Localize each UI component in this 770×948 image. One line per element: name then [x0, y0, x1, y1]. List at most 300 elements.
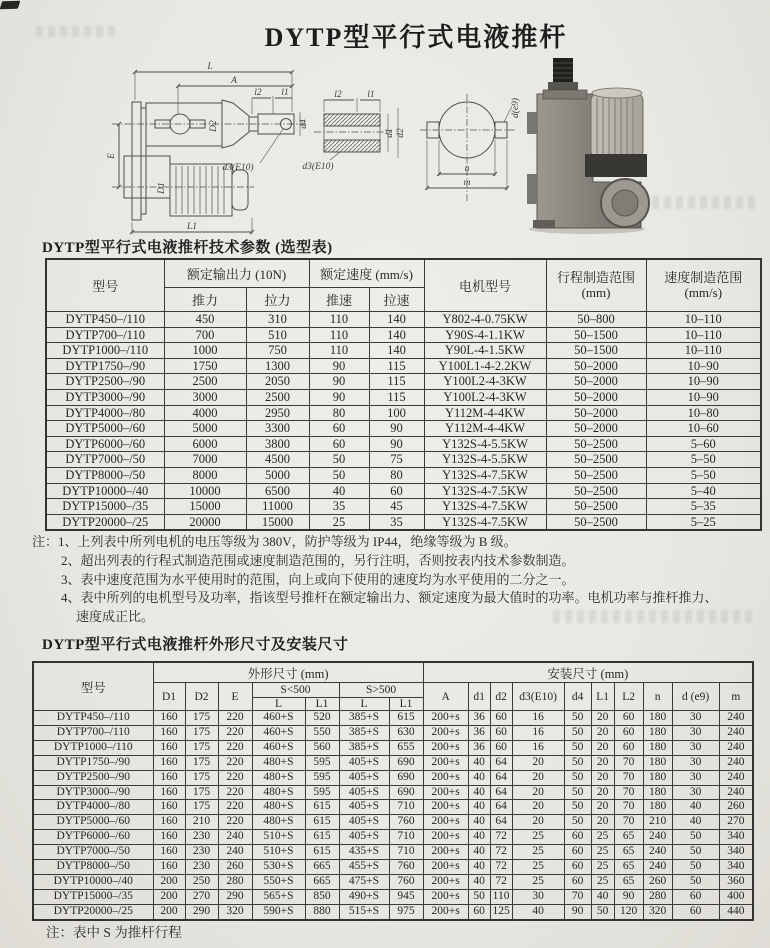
value-cell: 480+S [252, 785, 305, 800]
value-cell: 10–110 [646, 343, 761, 359]
value-cell: 110 [490, 889, 512, 904]
value-cell: 530+S [252, 860, 305, 875]
value-cell: 64 [490, 755, 512, 770]
section2-heading: DYTP型平行式电液推杆外形尺寸及安装尺寸 [42, 637, 349, 653]
value-cell: 180 [643, 755, 672, 770]
value-cell: 160 [153, 725, 185, 740]
value-cell: 595 [305, 755, 339, 770]
value-cell: 290 [218, 889, 252, 904]
value-cell: 11000 [246, 499, 309, 515]
value-cell: 60 [490, 711, 512, 726]
value-cell: 945 [389, 889, 423, 904]
value-cell: 1000 [164, 343, 246, 359]
value-cell: 40 [468, 845, 490, 860]
col-header-d-e9: d (e9) [672, 683, 719, 711]
value-cell: 50 [564, 770, 591, 785]
value-cell: 60 [369, 483, 424, 499]
col-group-s-gt-500: S>500 [339, 683, 423, 698]
value-cell: 120 [614, 904, 643, 919]
col-header-d3E10: d3(E10) [512, 683, 564, 711]
value-cell: 200+s [423, 815, 468, 830]
dim-label-de9: d(e9) [511, 97, 521, 119]
product-photo [515, 56, 670, 236]
table-row [33, 711, 753, 726]
value-cell: 10000 [164, 483, 246, 499]
value-cell: 200+s [423, 770, 468, 785]
value-cell: Y132S-4-5.5KW [424, 452, 546, 468]
value-cell: 3300 [246, 421, 309, 437]
value-cell: 15000 [246, 514, 309, 530]
model-cell: DYTP8000–/50 [46, 467, 164, 483]
stroke-range-line1: 行程制造范围 [557, 269, 636, 285]
value-cell: 200+s [423, 800, 468, 815]
value-cell: Y100L2-4-3KW [424, 374, 546, 390]
value-cell: 270 [719, 815, 753, 830]
col-header-d2: d2 [490, 683, 512, 711]
col-header-rated-output: 额定输出力 (10N) [164, 259, 309, 288]
value-cell: 160 [153, 740, 185, 755]
value-cell: 20 [591, 725, 614, 740]
table-row [46, 514, 761, 530]
value-cell: 510 [246, 327, 309, 343]
value-cell: 20 [591, 800, 614, 815]
table-row [33, 815, 753, 830]
value-cell: 240 [218, 845, 252, 860]
model-cell: DYTP450–/110 [33, 711, 153, 726]
value-cell: 20 [591, 785, 614, 800]
value-cell: 60 [672, 889, 719, 904]
value-cell: 240 [719, 755, 753, 770]
dim-label-n: n [464, 164, 470, 174]
table-row [46, 405, 761, 421]
model-cell: DYTP5000–/60 [46, 421, 164, 437]
value-cell: 615 [305, 800, 339, 815]
col-header-L1-gt: L1 [389, 698, 423, 711]
value-cell: 240 [218, 830, 252, 845]
value-cell: 10–80 [646, 405, 761, 421]
col-group-install-dims: 安装尺寸 (mm) [423, 662, 753, 683]
value-cell: 60 [614, 711, 643, 726]
value-cell: 405+S [339, 800, 389, 815]
value-cell: 50–2500 [546, 483, 646, 499]
value-cell: 750 [246, 343, 309, 359]
notes-block [32, 533, 757, 627]
value-cell: 10–60 [646, 421, 761, 437]
value-cell: 40 [468, 815, 490, 830]
col-header-rated-speed: 额定速度 (mm/s) [309, 259, 424, 288]
value-cell: 70 [614, 785, 643, 800]
value-cell: 160 [153, 860, 185, 875]
value-cell: 20 [591, 770, 614, 785]
value-cell: 25 [512, 874, 564, 889]
value-cell: 65 [614, 845, 643, 860]
value-cell: 75 [369, 452, 424, 468]
col-header-L1: L1 [591, 683, 614, 711]
value-cell: 60 [614, 740, 643, 755]
value-cell: 160 [153, 830, 185, 845]
value-cell: 405+S [339, 815, 389, 830]
value-cell: 270 [185, 889, 218, 904]
col-header-L2: L2 [614, 683, 643, 711]
value-cell: 690 [389, 755, 423, 770]
value-cell: 200+s [423, 755, 468, 770]
col-header-model: 型号 [33, 662, 153, 711]
value-cell: 35 [309, 499, 369, 515]
value-cell: 20000 [164, 514, 246, 530]
value-cell: 60 [309, 421, 369, 437]
value-cell: 180 [643, 711, 672, 726]
model-cell: DYTP1750–/90 [33, 755, 153, 770]
value-cell: 175 [185, 755, 218, 770]
value-cell: 50 [564, 711, 591, 726]
value-cell: 50 [564, 815, 591, 830]
value-cell: 760 [389, 815, 423, 830]
col-header-d1: d1 [468, 683, 490, 711]
table-row [46, 389, 761, 405]
dim-label-l2-mid: l2 [334, 90, 342, 100]
value-cell: 25 [591, 830, 614, 845]
note-item-3: 3、表中速度范围为水平使用时的范围，向上或向下使用的速度均为水平使用的二分之一。 [61, 571, 575, 587]
model-cell: DYTP10000–/40 [33, 874, 153, 889]
col-header-stroke-range [546, 259, 646, 312]
value-cell: 200+s [423, 711, 468, 726]
value-cell: 36 [468, 711, 490, 726]
value-cell: 50–2500 [546, 499, 646, 515]
value-cell: 30 [512, 889, 564, 904]
value-cell: 70 [614, 770, 643, 785]
note-line [32, 533, 757, 552]
technical-parameters-table [45, 258, 762, 531]
col-header-pull-speed: 拉速 [369, 288, 424, 312]
value-cell: 340 [719, 845, 753, 860]
col-header-E: E [218, 683, 252, 711]
value-cell: 5–50 [646, 467, 761, 483]
table-row [33, 770, 753, 785]
value-cell: 320 [643, 904, 672, 919]
value-cell: 25 [591, 860, 614, 875]
value-cell: 760 [389, 874, 423, 889]
value-cell: 515+S [339, 904, 389, 919]
col-header-L-lt: L [252, 698, 305, 711]
value-cell: 220 [218, 770, 252, 785]
col-group-outline-dims: 外形尺寸 (mm) [153, 662, 423, 683]
value-cell: 220 [218, 815, 252, 830]
note-line [32, 589, 757, 608]
value-cell: 460+S [252, 740, 305, 755]
scan-corner-artifact [0, 1, 20, 10]
value-cell: 140 [369, 343, 424, 359]
value-cell: 50 [564, 785, 591, 800]
speed-range-line2: (mm/s) [684, 284, 723, 300]
model-cell: DYTP6000–/60 [33, 830, 153, 845]
value-cell: 240 [719, 785, 753, 800]
value-cell: 400 [719, 889, 753, 904]
dim-label-L: L [207, 62, 213, 72]
table-row [33, 889, 753, 904]
table-row [46, 499, 761, 515]
table-row [33, 845, 753, 860]
value-cell: 260 [218, 860, 252, 875]
value-cell: 50–2000 [546, 421, 646, 437]
value-cell: 140 [369, 327, 424, 343]
value-cell: 20 [591, 815, 614, 830]
value-cell: 290 [185, 904, 218, 919]
table-row [33, 860, 753, 875]
value-cell: 40 [468, 860, 490, 875]
value-cell: 520 [305, 711, 339, 726]
value-cell: 5–50 [646, 452, 761, 468]
model-cell: DYTP5000–/60 [33, 815, 153, 830]
value-cell: 2050 [246, 374, 309, 390]
value-cell: Y112M-4-4KW [424, 405, 546, 421]
note-line [32, 571, 757, 590]
value-cell: 50 [591, 904, 614, 919]
note-item-2: 2、超出列表的行程式制造范围或速度制造范围的，另行注明，否则按表内技术参数制造。 [61, 552, 575, 568]
value-cell: 200+s [423, 740, 468, 755]
value-cell: 50–2000 [546, 374, 646, 390]
value-cell: 8000 [164, 467, 246, 483]
model-cell: DYTP10000–/40 [46, 483, 164, 499]
dim-label-m: m [463, 178, 471, 188]
value-cell: 4500 [246, 452, 309, 468]
value-cell: 615 [305, 830, 339, 845]
value-cell: 230 [185, 845, 218, 860]
value-cell: 220 [218, 785, 252, 800]
value-cell: 310 [246, 312, 309, 328]
dim-label-L1: L1 [186, 222, 198, 232]
value-cell: 615 [305, 845, 339, 860]
dim-label-D1: D1 [157, 182, 167, 194]
value-cell: 5–60 [646, 436, 761, 452]
model-cell: DYTP15000–/35 [46, 499, 164, 515]
value-cell: 340 [719, 860, 753, 875]
value-cell: 630 [389, 725, 423, 740]
value-cell: 175 [185, 800, 218, 815]
value-cell: 10–90 [646, 374, 761, 390]
value-cell: 40 [468, 770, 490, 785]
value-cell: 30 [672, 755, 719, 770]
value-cell: 50 [564, 740, 591, 755]
model-cell: DYTP3000–/90 [33, 785, 153, 800]
model-cell: DYTP20000–/25 [46, 514, 164, 530]
value-cell: 25 [591, 845, 614, 860]
value-cell: 65 [614, 874, 643, 889]
value-cell: 40 [468, 800, 490, 815]
value-cell: 240 [719, 740, 753, 755]
table-row [46, 343, 761, 359]
model-cell: DYTP7000–/50 [33, 845, 153, 860]
model-cell: DYTP3000–/90 [46, 389, 164, 405]
value-cell: 70 [614, 755, 643, 770]
col-header-speed-range [646, 259, 761, 312]
model-cell: DYTP1750–/90 [46, 358, 164, 374]
value-cell: 490+S [339, 889, 389, 904]
value-cell: 240 [719, 770, 753, 785]
value-cell: 180 [643, 785, 672, 800]
model-cell: DYTP2500–/90 [33, 770, 153, 785]
value-cell: 90 [309, 374, 369, 390]
dim-label-l2: l2 [254, 88, 262, 98]
value-cell: 30 [672, 770, 719, 785]
speed-range-line1: 速度制造范围 [664, 269, 743, 285]
value-cell: 40 [672, 800, 719, 815]
value-cell: 180 [643, 800, 672, 815]
value-cell: 40 [591, 889, 614, 904]
value-cell: 590+S [252, 904, 305, 919]
value-cell: 72 [490, 830, 512, 845]
value-cell: 60 [309, 436, 369, 452]
value-cell: Y90L-4-1.5KW [424, 343, 546, 359]
table-row [33, 904, 753, 919]
value-cell: 90 [614, 889, 643, 904]
value-cell: 250 [185, 874, 218, 889]
value-cell: 1300 [246, 358, 309, 374]
value-cell: 110 [309, 312, 369, 328]
dim-label-d1: d1 [385, 128, 395, 138]
value-cell: 440 [719, 904, 753, 919]
col-header-m: m [719, 683, 753, 711]
model-cell: DYTP1000–/110 [46, 343, 164, 359]
dimensions-body [33, 711, 753, 920]
value-cell: 70 [564, 889, 591, 904]
value-cell: 175 [185, 725, 218, 740]
value-cell: 2500 [246, 389, 309, 405]
value-cell: 175 [185, 770, 218, 785]
value-cell: Y100L2-4-3KW [424, 389, 546, 405]
value-cell: 615 [305, 815, 339, 830]
value-cell: 50 [672, 845, 719, 860]
value-cell: 64 [490, 770, 512, 785]
model-cell: DYTP6000–/60 [46, 436, 164, 452]
section1-heading: DYTP型平行式电液推杆技术参数 (选型表) [42, 240, 333, 256]
value-cell: 50 [672, 830, 719, 845]
value-cell: 20 [591, 740, 614, 755]
footer-note: 注：表中 S 为推杆行程 [46, 925, 182, 940]
col-header-push-speed: 推速 [309, 288, 369, 312]
value-cell: 50–2500 [546, 436, 646, 452]
value-cell: 160 [153, 815, 185, 830]
value-cell: 125 [490, 904, 512, 919]
value-cell: 200+s [423, 725, 468, 740]
value-cell: 2950 [246, 405, 309, 421]
table-row [33, 740, 753, 755]
value-cell: 20 [512, 770, 564, 785]
value-cell: 64 [490, 785, 512, 800]
value-cell: 2500 [164, 374, 246, 390]
value-cell: 20 [512, 800, 564, 815]
value-cell: 160 [153, 845, 185, 860]
table-row [33, 785, 753, 800]
value-cell: 210 [643, 815, 672, 830]
value-cell: 240 [643, 860, 672, 875]
value-cell: 10–90 [646, 389, 761, 405]
table-row [33, 800, 753, 815]
value-cell: 90 [309, 389, 369, 405]
value-cell: 710 [389, 830, 423, 845]
value-cell: 710 [389, 845, 423, 860]
value-cell: 65 [614, 830, 643, 845]
model-cell: DYTP4000–/80 [33, 800, 153, 815]
value-cell: 50 [672, 860, 719, 875]
value-cell: 460+S [252, 725, 305, 740]
value-cell: 880 [305, 904, 339, 919]
value-cell: 480+S [252, 815, 305, 830]
value-cell: 115 [369, 374, 424, 390]
value-cell: 5000 [164, 421, 246, 437]
col-header-n: n [643, 683, 672, 711]
value-cell: 160 [153, 800, 185, 815]
value-cell: 60 [564, 830, 591, 845]
value-cell: 50–2500 [546, 452, 646, 468]
value-cell: 480+S [252, 800, 305, 815]
value-cell: 5000 [246, 467, 309, 483]
value-cell: 180 [643, 725, 672, 740]
model-cell: DYTP15000–/35 [33, 889, 153, 904]
value-cell: 200+s [423, 874, 468, 889]
value-cell: 320 [218, 904, 252, 919]
dim-label-A: A [231, 76, 237, 86]
value-cell: 405+S [339, 770, 389, 785]
value-cell: 72 [490, 845, 512, 860]
stroke-range-line2: (mm) [581, 284, 611, 300]
value-cell: 385+S [339, 740, 389, 755]
notes-label: 注： [32, 534, 59, 549]
value-cell: 80 [369, 467, 424, 483]
value-cell: 50–2000 [546, 405, 646, 421]
value-cell: 60 [672, 904, 719, 919]
value-cell: 25 [512, 830, 564, 845]
value-cell: 475+S [339, 874, 389, 889]
value-cell: 50 [309, 467, 369, 483]
value-cell: 7000 [164, 452, 246, 468]
value-cell: 20 [512, 815, 564, 830]
value-cell: 665 [305, 860, 339, 875]
table-row [46, 358, 761, 374]
value-cell: 60 [490, 725, 512, 740]
value-cell: 30 [672, 725, 719, 740]
value-cell: 200+s [423, 889, 468, 904]
value-cell: 455+S [339, 860, 389, 875]
value-cell: 560 [305, 740, 339, 755]
value-cell: 595 [305, 770, 339, 785]
value-cell: 360 [719, 874, 753, 889]
value-cell: 220 [218, 755, 252, 770]
value-cell: 1750 [164, 358, 246, 374]
value-cell: 480+S [252, 755, 305, 770]
model-cell: DYTP4000–/80 [46, 405, 164, 421]
value-cell: 230 [185, 830, 218, 845]
engineering-drawing [92, 56, 532, 241]
model-cell: DYTP7000–/50 [46, 452, 164, 468]
value-cell: 240 [643, 830, 672, 845]
col-header-pull-force: 拉力 [246, 288, 309, 312]
value-cell: 90 [369, 421, 424, 437]
value-cell: 20 [512, 785, 564, 800]
col-group-s-lt-500: S<500 [252, 683, 339, 698]
value-cell: 50 [309, 452, 369, 468]
value-cell: 40 [468, 755, 490, 770]
model-cell: DYTP2500–/90 [46, 374, 164, 390]
value-cell: 60 [564, 860, 591, 875]
value-cell: 25 [512, 845, 564, 860]
value-cell: 64 [490, 800, 512, 815]
value-cell: 40 [672, 815, 719, 830]
value-cell: 70 [614, 815, 643, 830]
value-cell: 50–1500 [546, 343, 646, 359]
value-cell: 80 [309, 405, 369, 421]
value-cell: 230 [185, 860, 218, 875]
value-cell: 700 [164, 327, 246, 343]
